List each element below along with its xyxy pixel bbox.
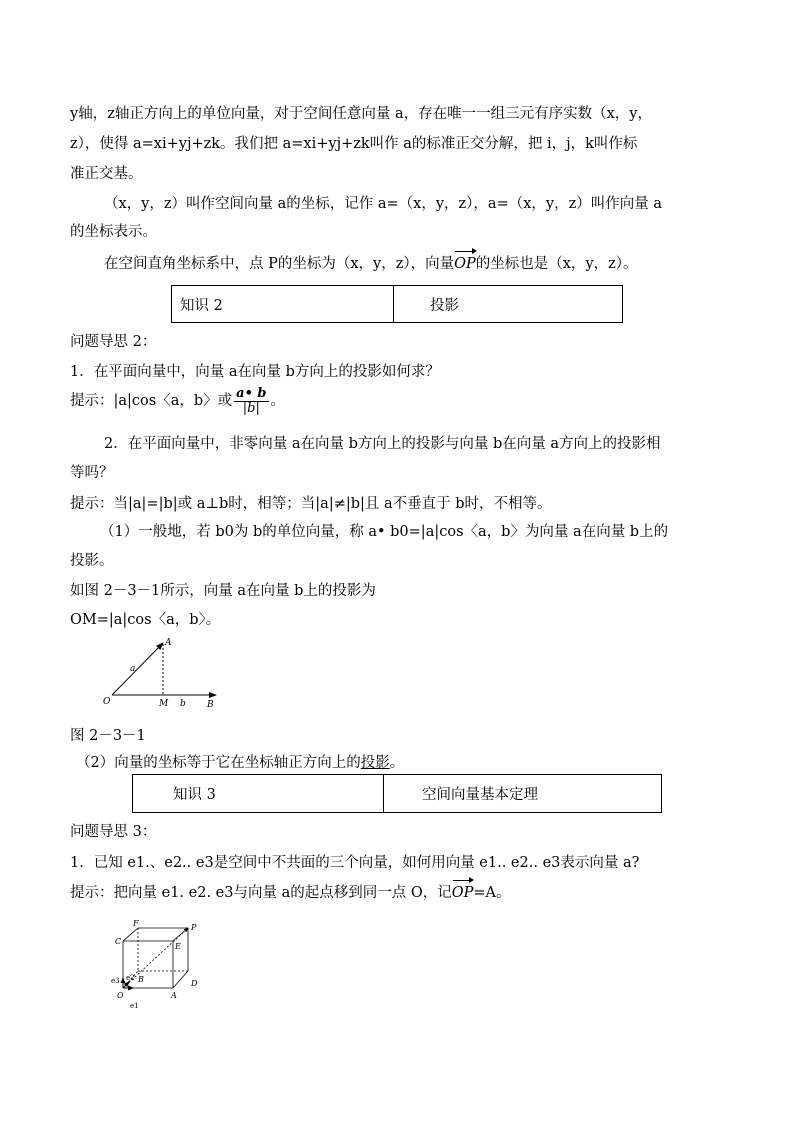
definition: （1）一般地，若 b0为 b的单位向量，称 a• b0=|a|cos〈a，b〉为向量 a在向量 b上的: [100, 524, 669, 540]
projection-figure: [100, 632, 225, 712]
label-b-point: B: [207, 700, 214, 710]
label-o: O: [103, 697, 111, 707]
vector-op: OP: [451, 885, 474, 901]
text-line: 的坐标表示。: [70, 224, 157, 240]
knowledge-table: [171, 285, 623, 323]
question: 1．在平面向量中，向量 a在向量 b方向上的投影如何求？: [70, 364, 440, 380]
text-segment: （2）向量的坐标等于它在坐标轴正方向上的: [76, 755, 361, 771]
figure-caption: 图 2－3－1: [70, 728, 146, 744]
table-cell: 投影: [430, 297, 459, 314]
text-segment: 在空间直角坐标系中，点 P的坐标为（x，y，z），向量: [104, 256, 455, 272]
label-a-vector: a: [130, 664, 136, 674]
cube-figure: [108, 916, 208, 1016]
label-e: E: [175, 942, 181, 951]
table-cell: 知识 3: [133, 775, 384, 812]
label-d: D: [191, 979, 198, 988]
label-p: P: [191, 923, 197, 932]
table-cell: 空间向量基本定理: [422, 787, 538, 803]
text-segment: =A。: [473, 885, 511, 901]
question: 1．已知 e1.、e2.. e3是空间中不共面的三个向量，如何用向量 e1.. e2.. e3表示向量 a?: [70, 855, 640, 871]
text-line: y轴，z轴正方向上的单位向量，对于空间任意向量 a，存在唯一一组三元有序实数（x，y，: [70, 106, 652, 122]
fraction: [234, 387, 268, 416]
question: 等吗？: [70, 465, 114, 481]
text-segment: 提示：把向量 e1. e2. e3与向量 a的起点移到同一点 O，记: [70, 885, 452, 901]
hint: [70, 386, 285, 416]
text-line: z），使得 a=xi+yj+zk。我们把 a=xi+yj+zk叫作 a的标准正交分解，把 i，j，k叫作标: [70, 136, 638, 152]
text-segment: 的坐标也是（x，y，z）。: [475, 256, 638, 272]
label-e3: e3: [111, 977, 120, 985]
text-segment: 。: [270, 393, 285, 409]
definition: 投影。: [70, 553, 114, 569]
section-heading: 问题导思 3：: [70, 824, 157, 840]
equation: OM=|a|cos〈a，b〉。: [70, 612, 221, 628]
label-b: B: [138, 975, 144, 984]
fraction-denominator: |b|: [242, 400, 260, 416]
label-c: C: [115, 937, 122, 946]
question: 2．在平面向量中，非零向量 a在向量 b方向上的投影与向量 b在向量 a方向上的投影相: [104, 436, 661, 452]
text-line: 如图 2－3－1所示，向量 a在向量 b上的投影为: [70, 583, 376, 599]
hint: 提示：当|a|=|b|或 a⊥b时，相等；当|a|≠|b|且 a不垂直于 b时，不相等。: [70, 496, 552, 512]
label-a: A: [171, 991, 177, 1000]
text-line: 准正交基。: [70, 166, 143, 182]
label-b-vector: b: [180, 699, 186, 709]
table-cell: 知识 2: [172, 286, 394, 322]
underlined-term: 投影: [360, 755, 390, 771]
knowledge-table: [132, 774, 662, 813]
text-segment: 提示：|a|cos〈a，b〉或: [70, 393, 233, 409]
vector-op: OP: [454, 256, 476, 272]
text-line: （x，y，z）叫作空间向量 a的坐标，记作 a=（x，y，z），a=（x，y，z）叫作向量 a: [104, 196, 662, 212]
definition: [76, 753, 404, 773]
text-line: [104, 254, 638, 274]
label-m: M: [159, 699, 169, 709]
fraction-numerator: a• b: [236, 385, 267, 401]
label-o: O: [117, 991, 124, 1000]
hint: [70, 883, 511, 903]
label-e2: e2: [126, 974, 135, 982]
section-heading: 问题导思 2：: [70, 334, 157, 350]
text-segment: 。: [389, 755, 405, 771]
label-e1: e1: [130, 1002, 139, 1010]
label-a-point: A: [165, 638, 172, 648]
label-f: F: [133, 919, 139, 928]
